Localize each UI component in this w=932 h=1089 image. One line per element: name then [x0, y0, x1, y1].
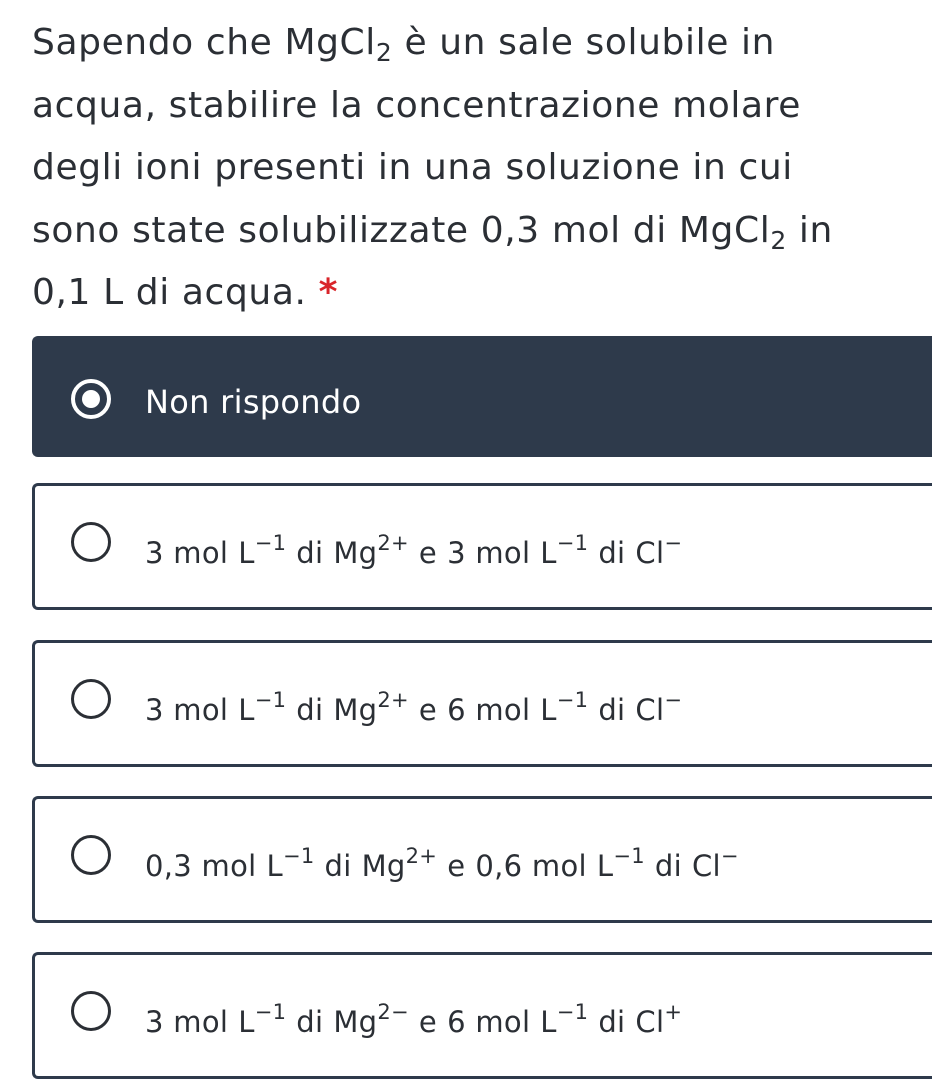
radio-button[interactable] [71, 835, 111, 875]
radio-button[interactable] [71, 679, 111, 719]
question-line-4: sono state solubilizzate 0,3 mol di MgCl$_2$ in [32, 209, 833, 255]
option-answer-1[interactable] [32, 483, 932, 610]
question-line-3: degli ioni presenti in una soluzione in cui [32, 147, 793, 188]
option-answer-4[interactable] [32, 952, 932, 1079]
question-line-2: acqua, stabilire la concentrazione molare [32, 84, 801, 126]
option-non-rispondo[interactable] [32, 336, 932, 457]
option-label: 3 mol $L^{-1}$ di $Mg^{2+}$ e 6 mol $L^{-1}$ di Cl− [145, 688, 683, 727]
question-text [32, 12, 912, 325]
radio-button[interactable] [71, 522, 111, 562]
option-label: Non rispondo [145, 383, 362, 421]
option-label: 3 mol $L^{-1}$ di $Mg^{2-}$ e 6 mol $L^{-1}$ di Cl+ [145, 1000, 683, 1039]
radio-button[interactable] [71, 991, 111, 1031]
option-answer-2[interactable] [32, 640, 932, 767]
required-marker: * [318, 272, 338, 313]
radio-dot-icon [82, 390, 100, 408]
option-label: 0,3 mol $L^{-1}$ di $Mg^{2+}$ e 0,6 mol $L^{-1}$ di Cl− [145, 844, 739, 883]
question-line-1: Sapendo che MgCl$_2$ è un sale solubile in [32, 22, 776, 67]
question-line-5: 0,1 L di acqua. * [32, 272, 338, 313]
option-label: 3 mol $L^{-1}$ di $Mg^{2+}$ e 3 mol $L^{-1}$ di Cl− [145, 531, 683, 570]
radio-button-selected[interactable] [71, 379, 111, 419]
option-answer-3[interactable] [32, 796, 932, 923]
